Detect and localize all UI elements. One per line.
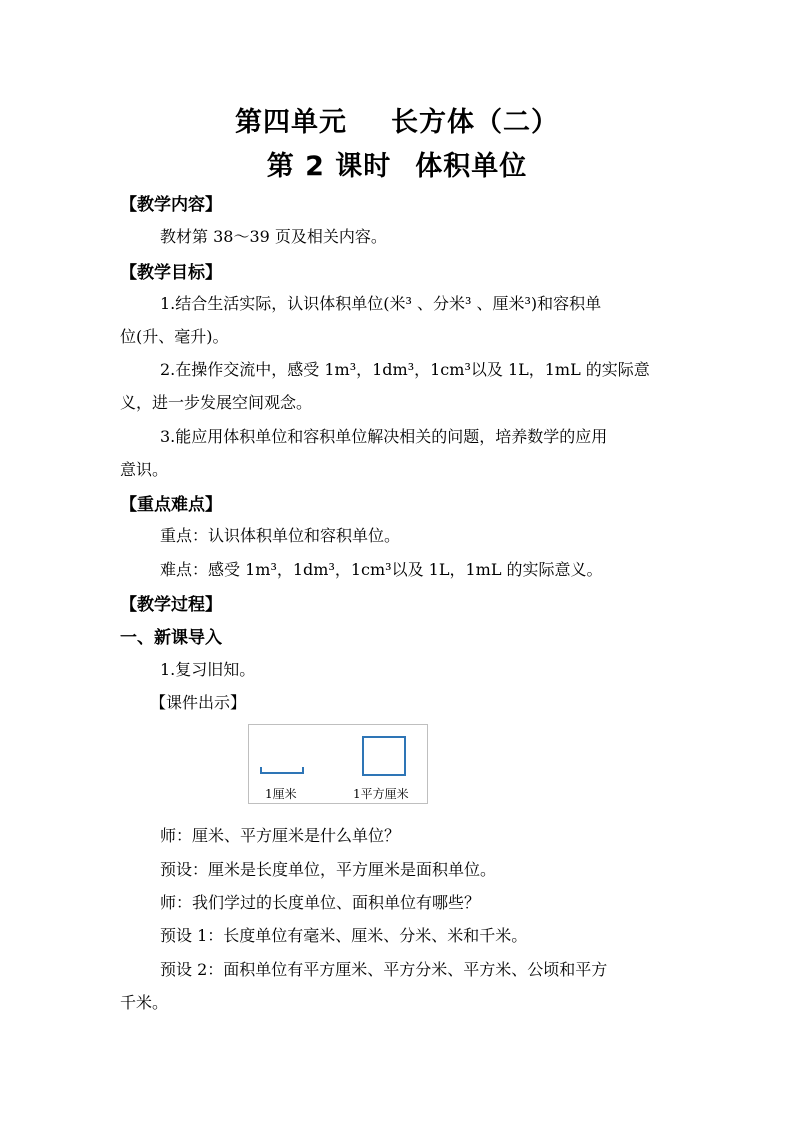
square-centimeter-label: 1平方厘米 xyxy=(353,787,409,801)
part-1-heading: 一、新课导入 xyxy=(120,628,222,648)
difficulty-point: 难点：感受 1m³，1dm³，1cm³以及 1L，1mL 的实际意义。 xyxy=(160,560,603,579)
content-text: 教材第 38～39 页及相关内容。 xyxy=(160,227,387,246)
topic-label: 体积单位 xyxy=(415,151,528,182)
unit-title xyxy=(0,100,794,139)
key-point: 重点：认识体积单位和容积单位。 xyxy=(160,526,401,545)
step-1: 1.复习旧知。 xyxy=(160,660,256,679)
dialog-line-3: 师：我们学过的长度单位、面积单位有哪些？ xyxy=(160,893,481,912)
centimeter-label: 1厘米 xyxy=(265,787,297,801)
content-heading: 【教学内容】 xyxy=(120,195,222,215)
goals-heading: 【教学目标】 xyxy=(120,263,222,283)
dialog-line-5b: 千米。 xyxy=(120,993,169,1012)
goal-1-line-1: 1.结合生活实际，认识体积单位(米³ 、分米³ 、厘米³)和容积单 xyxy=(160,294,602,313)
goal-2-line-2: 义，进一步发展空间观念。 xyxy=(120,393,313,412)
key-heading: 【重点难点】 xyxy=(120,495,222,515)
square-centimeter-square xyxy=(363,737,405,775)
centimeter-segment xyxy=(261,767,303,773)
dialog-line-5a: 预设 2：面积单位有平方厘米、平方分米、平方米、公顷和平方 xyxy=(160,960,608,979)
chapter-label: 长方体（二） xyxy=(391,107,559,138)
dialog-line-1: 师：厘米、平方厘米是什么单位？ xyxy=(160,826,401,845)
lesson-label: 第 2 课时 xyxy=(266,151,392,182)
dialog-line-2: 预设：厘米是长度单位，平方厘米是面积单位。 xyxy=(160,860,497,879)
goal-2-line-1: 2.在操作交流中，感受 1m³，1dm³，1cm³以及 1L，1mL 的实际意 xyxy=(160,360,650,379)
unit-label: 第四单元 xyxy=(235,107,347,138)
goal-1-line-2: 位(升、毫升)。 xyxy=(120,327,229,346)
goal-3-line-2: 意识。 xyxy=(120,460,169,479)
dialog-line-4: 预设 1：长度单位有毫米、厘米、分米、米和千米。 xyxy=(160,926,528,945)
goal-3-line-1: 3.能应用体积单位和容积单位解决相关的问题，培养数学的应用 xyxy=(160,427,608,446)
lesson-title xyxy=(0,144,794,183)
courseware-label: 【课件出示】 xyxy=(150,693,247,712)
process-heading: 【教学过程】 xyxy=(120,595,222,615)
courseware-figure xyxy=(248,724,428,804)
